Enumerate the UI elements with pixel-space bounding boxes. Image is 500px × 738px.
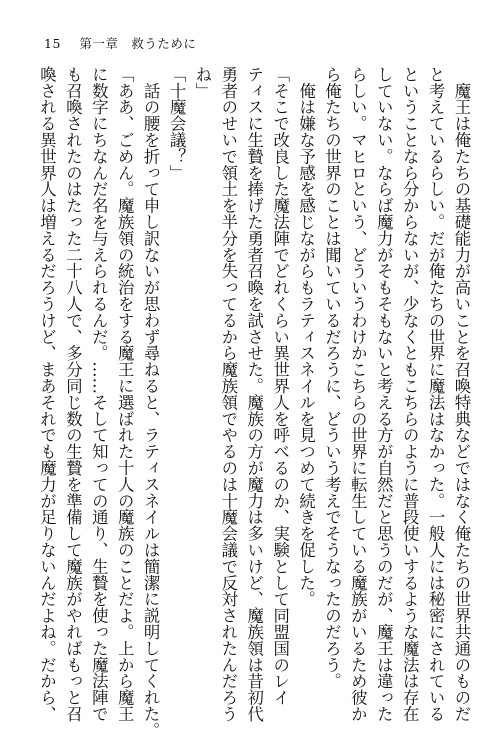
text-column-line: に数字にちなんだ名を与えられるんだ。……そして知っての通り、生贄を使った魔法陣で	[89, 66, 109, 722]
text-column-line: らしい。マヒロという、どういうわけかこちらの世界に転生している魔族がいるため彼か	[348, 66, 368, 722]
vertical-body-text	[34, 66, 474, 738]
text-column-line: していない。ならば魔力がそもそもないと考える方が自然だと思うのだが、魔王は違った	[374, 66, 394, 722]
text-column-line: 勇者のせいで領土を半分を失ってるから魔族領でやるのは十魔会議で反対されたんだろう	[218, 66, 238, 722]
page-number: 15	[44, 36, 61, 51]
text-column-line: ということなら分からないが、少なくともこちらのように普段使いするような魔法は存在	[400, 66, 420, 722]
text-column-line: 喚される異世界人は増えるだろうけど、まあそれでも魔力が足りないんだよね。だから、	[37, 66, 57, 722]
text-column-line: 話の腰を折って申し訳ないが思わず尋ねると、ラティスネイルは簡潔に説明してくれた。	[141, 66, 161, 738]
text-column-line: 「ああ、ごめん。魔族領の統治をする魔王に選ばれた十人の魔族のことだよ。上から魔王	[115, 66, 135, 722]
page-header	[44, 34, 196, 52]
chapter-running-title: 第一章 救うために	[79, 36, 197, 51]
text-column-line: 「そこで改良した魔法陣でどれくらい異世界人を呼べるのか、実験として同盟国のレイ	[270, 66, 290, 706]
text-column-line: ら俺たちの世界のことは聞いているだろうに、どういう考えでそうなったのだろう。	[322, 66, 342, 690]
text-column-line: も召喚されたのはたった二十八人で、多分同じ数の生贄を準備して魔族がやればもっと召	[63, 66, 83, 722]
text-column-line: と考えているらしい。だが俺たちの世界に魔法はなかった。一般人には秘密にされている	[426, 66, 446, 722]
text-column-line: 魔王は俺たちの基礎能力が高いことを召喚特典などではなく俺たちの世界共通のものだ	[452, 66, 471, 722]
text-column-line: 「十魔会議？」	[167, 66, 187, 181]
text-column-line: ティスに生贄を捧げた勇者召喚を試させた。魔族の方が魔力は多いけど、魔族領は昔初代	[244, 66, 264, 722]
text-column-line: ね」	[192, 66, 212, 99]
text-column-line: 俺は嫌な予感を感じながらもラティスネイルを見つめて続きを促した。	[296, 66, 316, 608]
